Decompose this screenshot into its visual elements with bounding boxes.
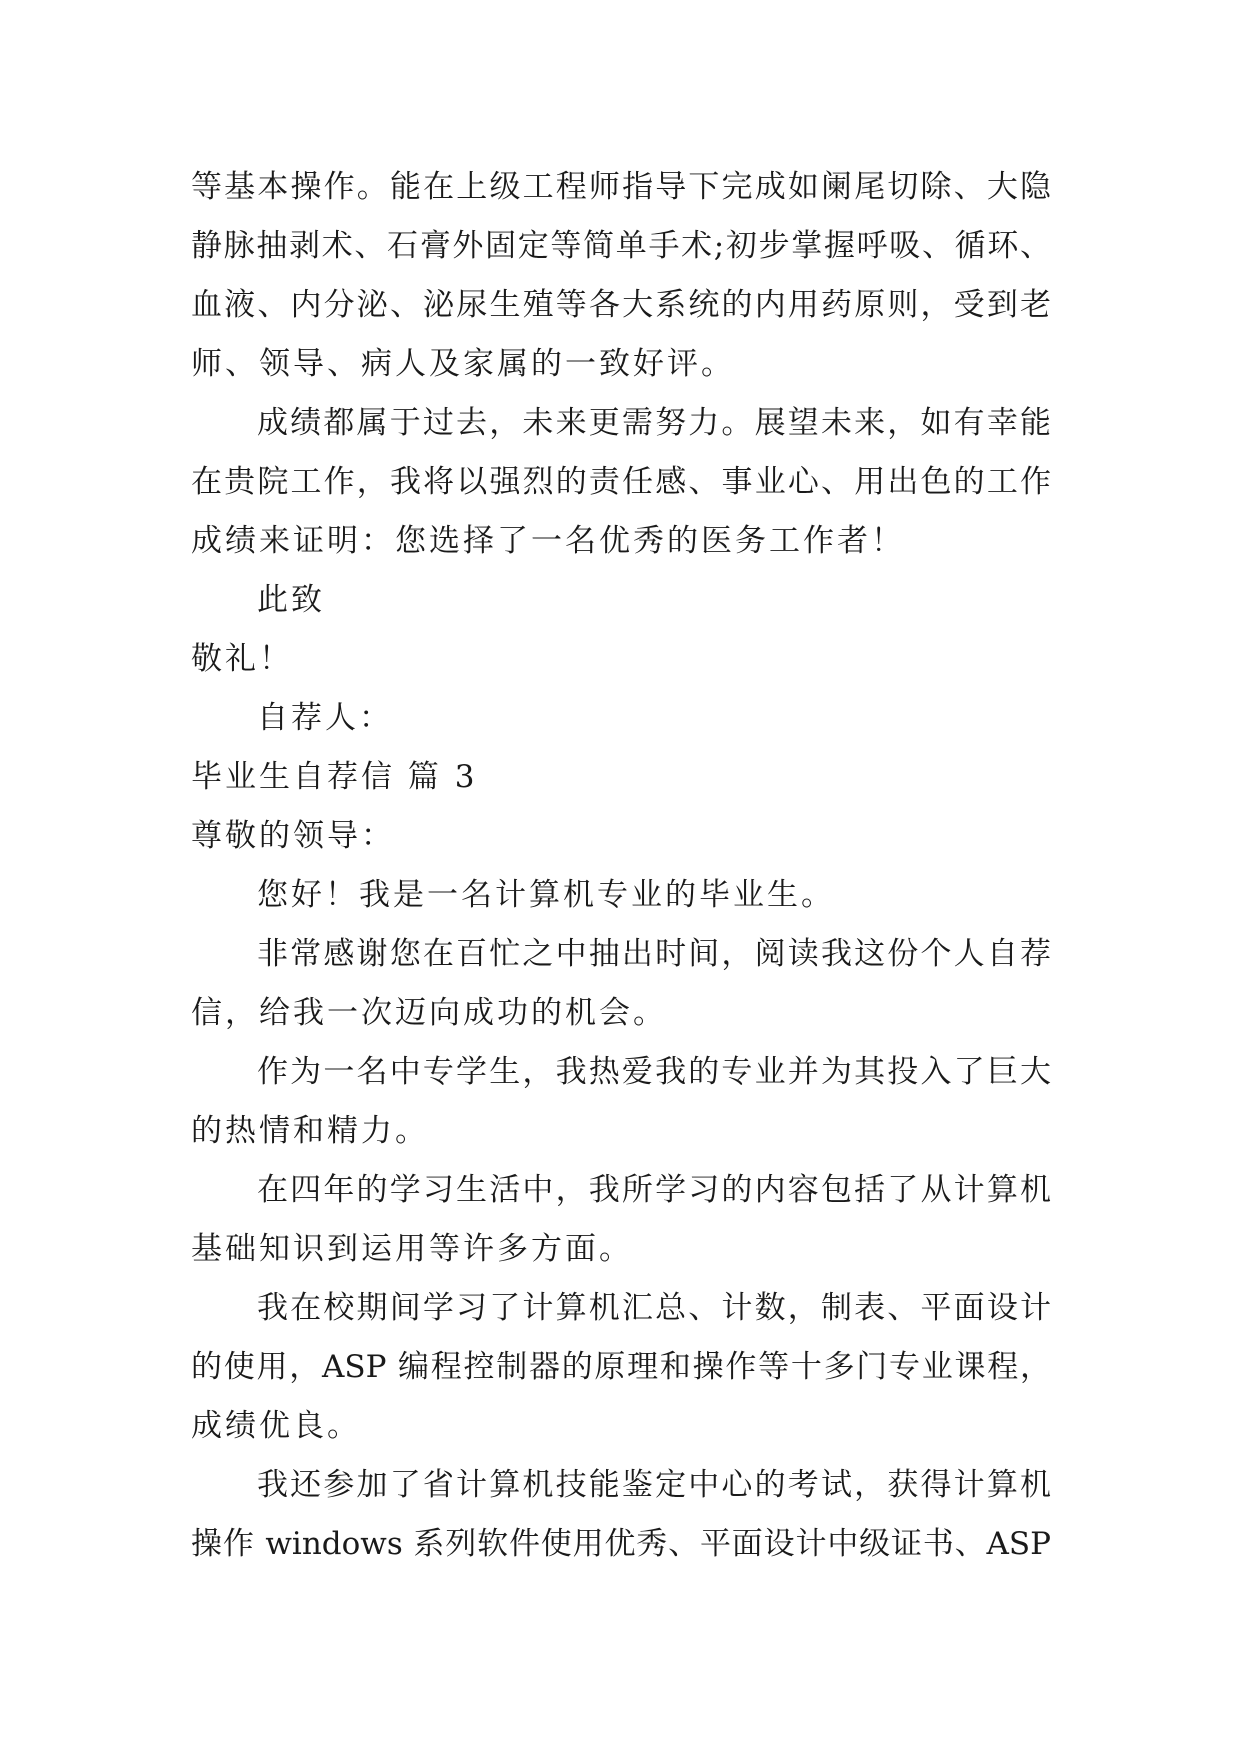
text-line: 等基本操作。能在上级工程师指导下完成如阑尾切除、大隐 [191, 169, 1051, 205]
text-line: 师、领导、病人及家属的一致好评。 [191, 346, 735, 382]
text-line: 毕业生自荐信 篇 3 [191, 759, 478, 795]
text-line: 在贵院工作，我将以强烈的责任感、事业心、用出色的工作 [191, 464, 1051, 500]
text-line: 静脉抽剥术、石膏外固定等简单手术;初步掌握呼吸、循环、 [191, 228, 1051, 264]
text-line: 成绩都属于过去，未来更需努力。展望未来，如有幸能 [257, 405, 1051, 441]
text-line: 您好！我是一名计算机专业的毕业生。 [257, 877, 835, 913]
text-line: 此致 [257, 582, 325, 618]
text-line: 在四年的学习生活中，我所学习的内容包括了从计算机 [257, 1172, 1051, 1208]
text-line: 非常感谢您在百忙之中抽出时间，阅读我这份个人自荐 [257, 936, 1051, 972]
document-body [191, 158, 1051, 1574]
text-line: 基础知识到运用等许多方面。 [191, 1231, 633, 1267]
text-line: 尊敬的领导： [191, 818, 395, 854]
text-line: 敬礼！ [191, 641, 293, 677]
text-line: 血液、内分泌、泌尿生殖等各大系统的内用药原则，受到老 [191, 287, 1051, 323]
text-line: 自荐人： [257, 700, 393, 736]
text-line: 成绩优良。 [191, 1408, 361, 1444]
text-line: 我还参加了省计算机技能鉴定中心的考试，获得计算机 [257, 1467, 1051, 1503]
text-line: 信，给我一次迈向成功的机会。 [191, 995, 667, 1031]
text-line: 的使用，ASP 编程控制器的原理和操作等十多门专业课程， [191, 1349, 1051, 1385]
text-line: 我在校期间学习了计算机汇总、计数，制表、平面设计 [257, 1290, 1051, 1326]
text-line: 作为一名中专学生，我热爱我的专业并为其投入了巨大 [257, 1054, 1051, 1090]
text-line: 成绩来证明：您选择了一名优秀的医务工作者！ [191, 523, 905, 559]
text-line: 的热情和精力。 [191, 1113, 429, 1149]
text-line: 操作 windows 系列软件使用优秀、平面设计中级证书、ASP [191, 1526, 1051, 1562]
